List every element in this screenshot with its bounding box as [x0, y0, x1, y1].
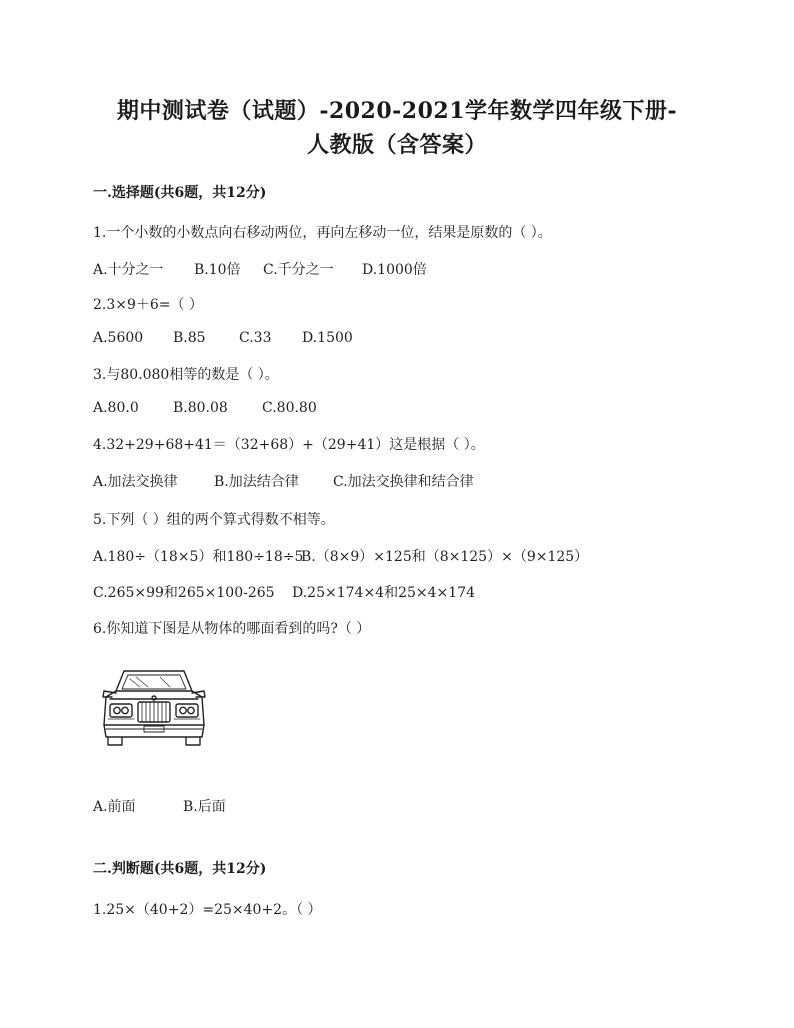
section-heading-choice: 一.选择题(共6题，共12分): [93, 185, 267, 201]
option: C.265×99和265×100-265: [93, 585, 275, 601]
option: B.（8×9）×125和（8×125）×（9×125）: [301, 549, 589, 565]
option: B.85: [173, 330, 206, 346]
question-5: 5.下列（ ）组的两个算式得数不相等。: [93, 512, 335, 528]
option: A.加法交换律: [93, 474, 178, 490]
question-2: 2.3×9＋6=（ ）: [93, 297, 203, 313]
question-1: 1.一个小数的小数点向右移动两位，再向左移动一位，结果是原数的（ ）。: [93, 225, 552, 241]
page-title-line-1: 期中测试卷（试题）-2020-2021学年数学四年级下册-: [116, 98, 678, 124]
option: D.25×174×4和25×4×174: [292, 585, 475, 601]
option: D.1000倍: [362, 262, 427, 278]
judgement-question-1: 1.25×（40+2）=25×40+2。（ ）: [93, 902, 322, 918]
option: D.1500: [302, 330, 353, 346]
option: A.180÷（18×5）和180÷18÷5: [93, 549, 304, 565]
option: B.80.08: [173, 400, 228, 416]
option: C.加法交换律和结合律: [333, 474, 474, 490]
option: C.千分之一: [263, 262, 334, 278]
option: A.十分之一: [93, 262, 164, 278]
option: B.加法结合律: [214, 474, 299, 490]
question-3: 3.与80.080相等的数是（ ）。: [93, 367, 279, 383]
page-title-line-2: 人教版（含答案）: [306, 132, 487, 158]
option: C.33: [239, 330, 272, 346]
option: B.10倍: [194, 262, 241, 278]
section-heading-judgement: 二.判断题(共6题，共12分): [93, 861, 267, 877]
question-6: 6.你知道下图是从物体的哪面看到的吗?（ ）: [93, 621, 371, 637]
question-4: 4.32+29+68+41＝（32+68）+（29+41）这是根据（ ）。: [93, 437, 485, 453]
option: A.5600: [93, 330, 144, 346]
option: C.80.80: [262, 400, 317, 416]
option: A.80.0: [93, 400, 139, 416]
option: B.后面: [183, 799, 226, 815]
option: A.前面: [93, 799, 136, 815]
car-front-icon: [100, 663, 208, 747]
